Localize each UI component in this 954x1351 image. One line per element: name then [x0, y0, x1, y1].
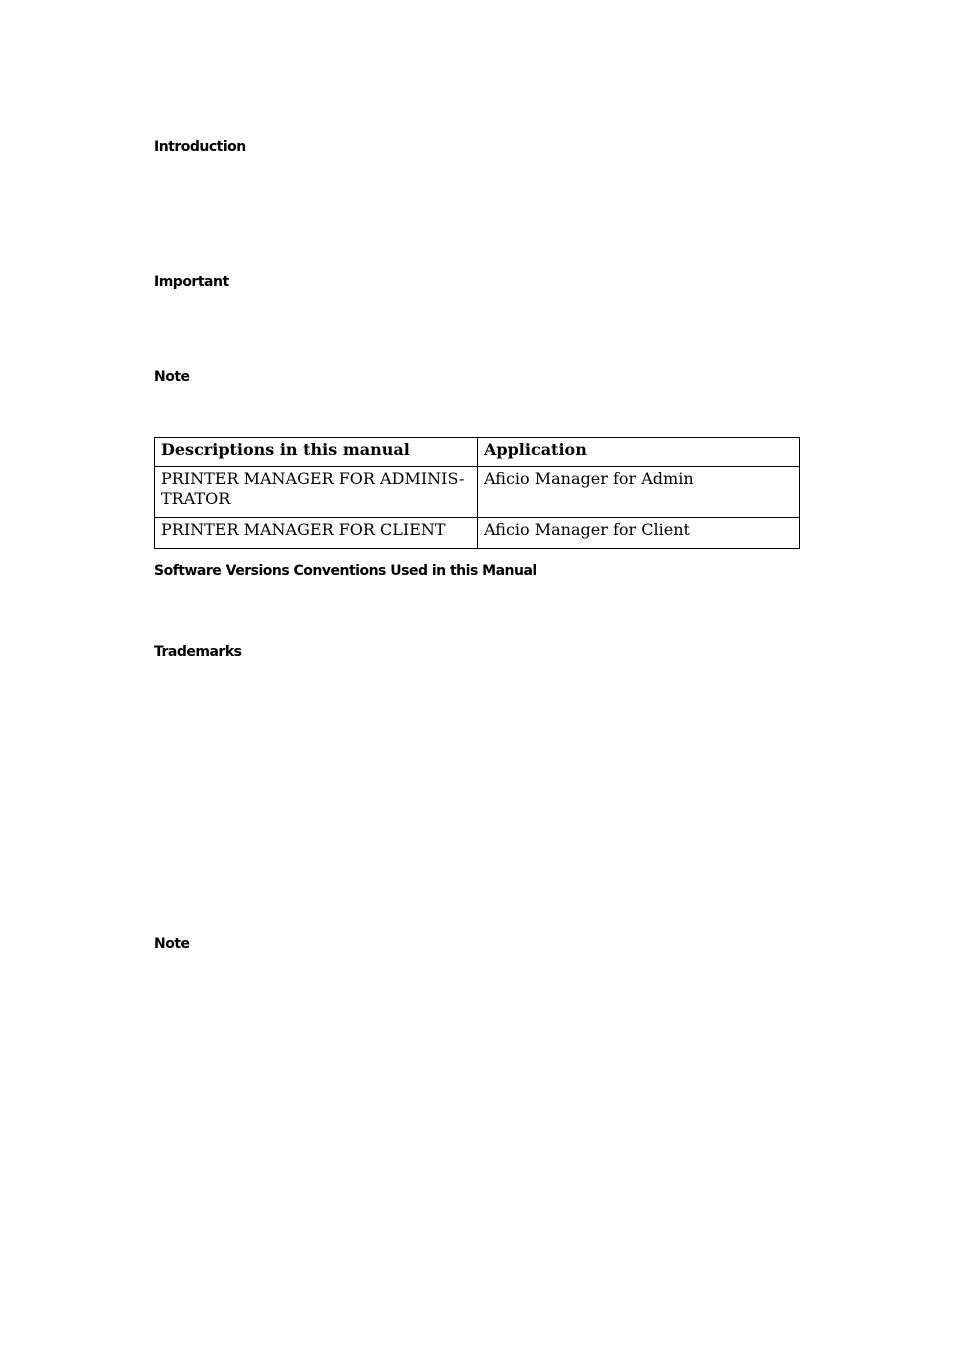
table-cell-application: Aficio Manager for Admin	[478, 467, 800, 518]
heading-note: Note	[154, 936, 190, 952]
heading-introduction: Introduction	[154, 139, 246, 155]
heading-important: Important	[154, 274, 229, 290]
table-cell-description: PRINTER MANAGER FOR CLIENT	[155, 518, 478, 549]
heading-trademarks: Trademarks	[154, 644, 242, 660]
table-cell-application: Aficio Manager for Client	[478, 518, 800, 549]
column-header-descriptions: Descriptions in this manual	[155, 438, 478, 467]
table-header-row	[155, 438, 800, 467]
table-cell-description: PRINTER MANAGER FOR ADMINIS- TRATOR	[155, 467, 478, 518]
table-row	[155, 467, 800, 518]
column-header-application: Application	[478, 438, 800, 467]
table-row	[155, 518, 800, 549]
software-versions-table	[154, 437, 800, 549]
heading-software-versions: Software Versions Conventions Used in this Manual	[154, 563, 537, 579]
heading-note: Note	[154, 369, 190, 385]
